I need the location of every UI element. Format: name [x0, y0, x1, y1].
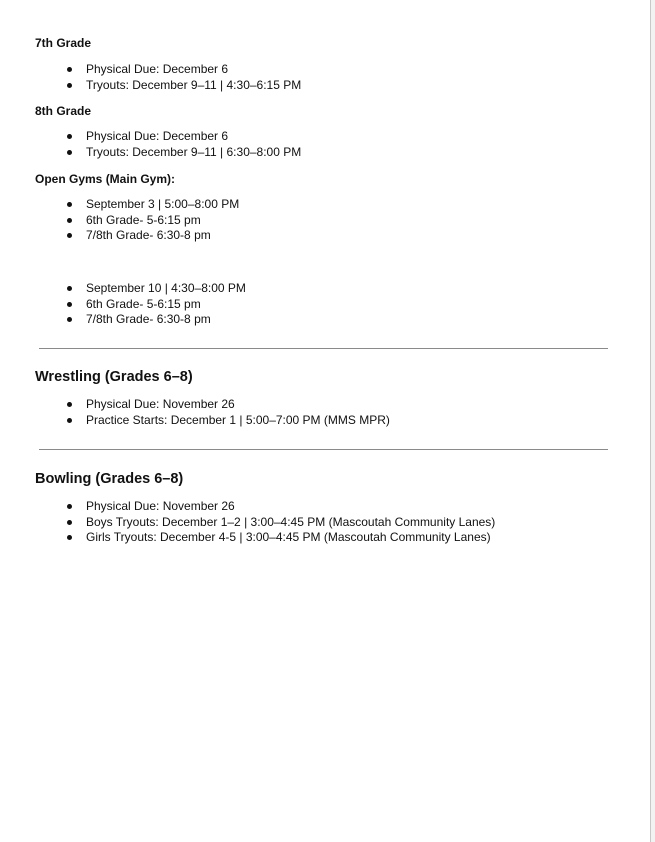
bullet-icon — [67, 535, 72, 540]
open-gyms-heading: Open Gyms (Main Gym): — [35, 172, 176, 186]
list-item-text: Practice Starts: December 1 | 5:00–7:00 PM (MMS MPR) — [86, 412, 390, 427]
horizontal-divider — [39, 449, 608, 450]
grade7-heading: 7th Grade — [35, 36, 92, 50]
page-edge-shadow — [651, 0, 655, 842]
bullet-icon — [67, 202, 72, 207]
list-item-text: Tryouts: December 9–11 | 6:30–8:00 PM — [86, 144, 302, 159]
grade8-heading: 8th Grade — [35, 104, 92, 118]
bullet-icon — [67, 233, 72, 238]
bullet-icon — [67, 67, 72, 72]
list-item-text: September 10 | 4:30–8:00 PM — [86, 281, 246, 295]
bullet-icon — [67, 302, 72, 307]
bullet-icon — [67, 418, 72, 423]
list-item-text: Tryouts: December 9–11 | 4:30–6:15 PM — [86, 77, 302, 92]
list-item-text: September 3 | 5:00–8:00 PM — [86, 197, 240, 211]
bullet-icon — [67, 520, 72, 525]
bullet-icon — [67, 150, 72, 155]
bullet-icon — [67, 83, 72, 88]
list-item-text: 7/8th Grade- 6:30-8 pm — [86, 312, 211, 327]
list-item-text: 6th Grade- 5-6:15 pm — [86, 296, 201, 311]
bowling-title: Bowling (Grades 6–8) — [35, 471, 184, 487]
list-item-text: Physical Due: November 26 — [86, 499, 235, 513]
list-item-text: Boys Tryouts: December 1–2 | 3:00–4:45 PM (Mascoutah Community Lanes) — [86, 514, 496, 529]
bullet-icon — [67, 134, 72, 139]
list-item-text: 7/8th Grade- 6:30-8 pm — [86, 228, 211, 243]
bullet-icon — [67, 218, 72, 223]
horizontal-divider — [39, 348, 608, 349]
list-item-text: Physical Due: December 6 — [86, 129, 229, 143]
wrestling-title: Wrestling (Grades 6–8) — [35, 369, 193, 385]
list-item-text: 6th Grade- 5-6:15 pm — [86, 212, 201, 227]
bullet-icon — [67, 317, 72, 322]
list-item-text: Physical Due: December 6 — [86, 62, 229, 76]
list-item-text: Girls Tryouts: December 4-5 | 3:00–4:45 PM (Mascoutah Community Lanes) — [86, 530, 491, 545]
bullet-icon — [67, 402, 72, 407]
bullet-icon — [67, 504, 72, 509]
bullet-icon — [67, 286, 72, 291]
list-item-text: Physical Due: November 26 — [86, 397, 235, 411]
